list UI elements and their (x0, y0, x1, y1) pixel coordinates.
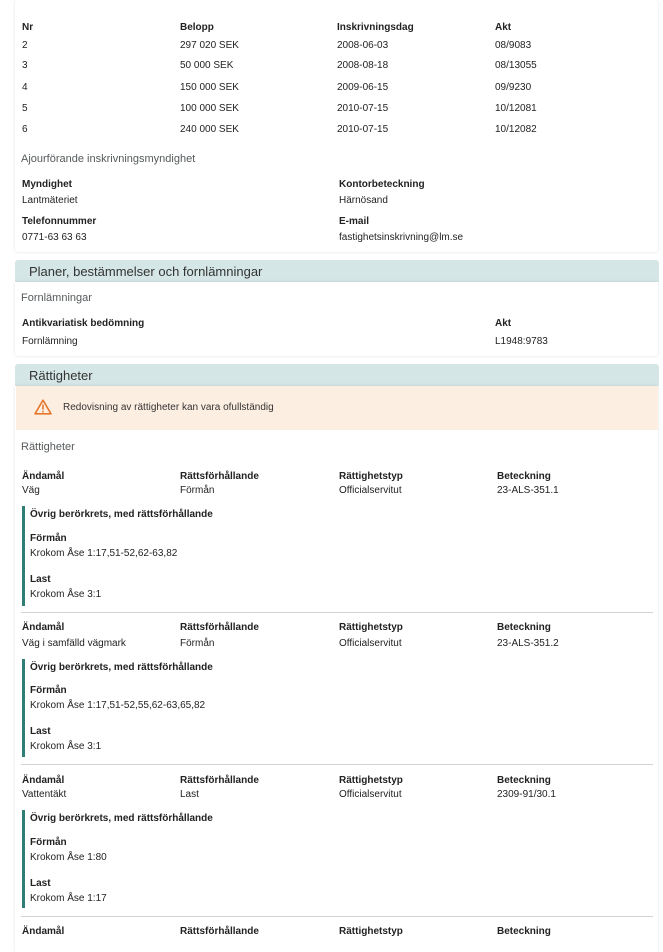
mortgage-nr: 3 (22, 60, 28, 71)
last-value: Krokom Åse 3:1 (30, 741, 102, 752)
mortgage-card (15, 0, 658, 252)
affected-block-title: Övrig berörkrets, med rättsförhållande (30, 509, 213, 520)
email-value: fastighetsinskrivning@lm.se (339, 232, 464, 243)
forman-value: Krokom Åse 1:17,51-52,62-63,82 (30, 548, 178, 559)
right-rattsforhallande: Förmån (180, 638, 215, 649)
plans-section-header (15, 260, 659, 282)
column-header-rattighetstyp: Rättighetstyp (339, 622, 403, 633)
rights-subheading: Rättigheter (21, 441, 75, 453)
mortgage-date: 2008-08-18 (337, 60, 389, 71)
mortgage-nr: 4 (22, 82, 28, 93)
mortgage-amount: 50 000 SEK (180, 60, 234, 71)
mortgage-date: 2009-06-15 (337, 82, 389, 93)
table-row (15, 103, 658, 117)
last-label: Last (30, 574, 51, 585)
forman-value: Krokom Åse 1:80 (30, 852, 107, 863)
telefon-value: 0771-63 63 63 (22, 232, 87, 243)
affected-properties-block (22, 659, 325, 757)
column-header-beteckning: Beteckning (497, 622, 551, 633)
right-beteckning: 23-ALS-351.1 (497, 485, 559, 496)
right-header-row (15, 471, 658, 485)
column-header-andamal: Ändamål (22, 471, 65, 482)
column-header-beteckning: Beteckning (497, 926, 551, 937)
kontor-label: Kontorbeteckning (339, 179, 425, 190)
mortgage-amount: 297 020 SEK (180, 40, 239, 51)
forman-label: Förmån (30, 685, 67, 696)
mortgage-akt: 08/9083 (495, 40, 532, 51)
right-header-row (15, 926, 658, 940)
column-header-andamal: Ändamål (22, 775, 65, 786)
right-andamal: Väg i samfälld vägmark (22, 638, 126, 649)
right-value-row (15, 789, 658, 803)
antikvariatisk-label: Antikvariatisk bedömning (22, 318, 145, 329)
mortgage-date: 2010-07-15 (337, 103, 389, 114)
authority-heading: Ajourförande inskrivningsmyndighet (21, 153, 196, 165)
column-header-rattighetstyp: Rättighetstyp (339, 775, 403, 786)
rights-section-header (15, 364, 659, 386)
forman-label: Förmån (30, 837, 67, 848)
telefon-label: Telefonnummer (22, 216, 97, 227)
table-row (15, 82, 658, 96)
mortgage-amount: 100 000 SEK (180, 103, 239, 114)
mortgage-nr: 6 (22, 124, 28, 135)
mortgage-nr: 5 (22, 103, 28, 114)
right-beteckning: 23-ALS-351.2 (497, 638, 559, 649)
mortgage-akt: 09/9230 (495, 82, 532, 93)
right-andamal: Väg (22, 485, 40, 496)
column-header-belopp: Belopp (180, 22, 214, 33)
kontor-value: Härnösand (339, 195, 388, 206)
right-andamal: Vattentäkt (22, 789, 67, 800)
mortgage-amount: 240 000 SEK (180, 124, 239, 135)
email-label: E-mail (339, 216, 370, 227)
antikvariatisk-value: Fornlämning (22, 336, 78, 347)
warning-triangle-icon (34, 399, 52, 418)
column-header-inskrivningsdag: Inskrivningsdag (337, 22, 414, 33)
mortgage-akt: 10/12082 (495, 124, 537, 135)
mortgage-nr: 2 (22, 40, 28, 51)
right-beteckning: 2309-91/30.1 (497, 789, 556, 800)
column-header-rattsforhallande: Rättsförhållande (180, 471, 259, 482)
column-header-andamal: Ändamål (22, 926, 65, 937)
mortgage-akt: 08/13055 (495, 60, 537, 71)
plans-akt-label: Akt (495, 318, 512, 329)
forman-label: Förmån (30, 533, 67, 544)
last-label: Last (30, 878, 51, 889)
affected-properties-block (22, 810, 325, 908)
column-header-rattsforhallande: Rättsförhållande (180, 775, 259, 786)
myndighet-label: Myndighet (22, 179, 72, 190)
right-rattsforhallande: Last (180, 789, 199, 800)
plans-akt-value: L1948:9783 (495, 336, 548, 347)
right-header-row (15, 775, 658, 789)
right-header-row (15, 622, 658, 636)
rights-section-title: Rättigheter (29, 368, 93, 383)
last-value: Krokom Åse 3:1 (30, 589, 102, 600)
column-header-beteckning: Beteckning (497, 775, 551, 786)
affected-block-title: Övrig berörkrets, med rättsförhållande (30, 813, 213, 824)
mortgage-date: 2008-06-03 (337, 40, 389, 51)
right-rattsforhallande: Förmån (180, 485, 215, 496)
column-header-rattsforhallande: Rättsförhållande (180, 622, 259, 633)
divider (21, 612, 653, 613)
right-value-row (15, 638, 658, 652)
mortgage-date: 2010-07-15 (337, 124, 389, 135)
table-row (15, 124, 658, 138)
rights-warning-banner (16, 386, 658, 430)
forman-value: Krokom Åse 1:17,51-52,55,62-63,65,82 (30, 700, 206, 711)
mortgage-amount: 150 000 SEK (180, 82, 239, 93)
plans-section-title: Planer, bestämmelser och fornlämningar (29, 264, 263, 279)
table-row (15, 40, 658, 54)
fornlamningar-heading: Fornlämningar (21, 292, 92, 304)
column-header-beteckning: Beteckning (497, 471, 551, 482)
rights-warning-text: Redovisning av rättigheter kan vara ofullständig (63, 402, 274, 413)
column-header-rattighetstyp: Rättighetstyp (339, 926, 403, 937)
right-value-row (15, 485, 658, 499)
mortgage-table-header (15, 22, 658, 36)
column-header-rattighetstyp: Rättighetstyp (339, 471, 403, 482)
affected-properties-block (22, 506, 325, 606)
table-row (15, 60, 658, 74)
myndighet-value: Lantmäteriet (22, 195, 78, 206)
column-header-nr: Nr (22, 22, 34, 33)
right-typ: Officialservitut (339, 789, 402, 800)
last-label: Last (30, 726, 51, 737)
column-header-andamal: Ändamål (22, 622, 65, 633)
last-value: Krokom Åse 1:17 (30, 893, 107, 904)
mortgage-akt: 10/12081 (495, 103, 537, 114)
column-header-rattsforhallande: Rättsförhållande (180, 926, 259, 937)
plans-card (15, 282, 658, 356)
column-header-akt: Akt (495, 22, 512, 33)
divider (21, 916, 653, 917)
affected-block-title: Övrig berörkrets, med rättsförhållande (30, 662, 213, 673)
divider (21, 764, 653, 765)
right-typ: Officialservitut (339, 485, 402, 496)
right-typ: Officialservitut (339, 638, 402, 649)
